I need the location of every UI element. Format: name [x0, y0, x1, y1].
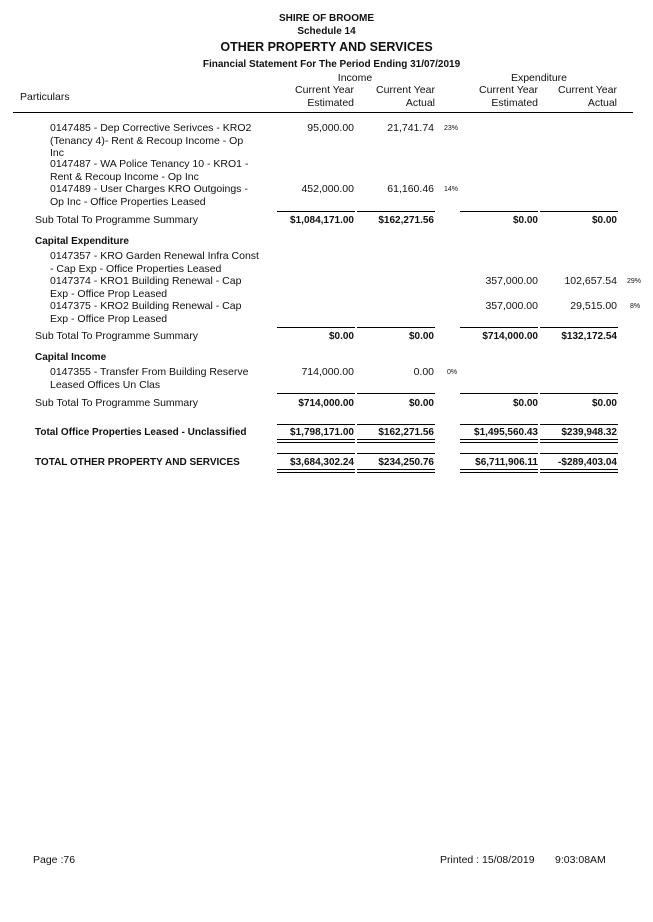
expenditure-estimated-value: 357,000.00	[485, 300, 538, 312]
line-item-0147487: 0147487 - WA Police Tenancy 10 - KRO1 - Rent & Recoup Income - Op Inc	[50, 158, 249, 183]
expenditure-percent: 29%	[627, 278, 642, 285]
subtotal-rule	[460, 327, 538, 328]
grand-total-label: TOTAL OTHER PROPERTY AND SERVICES	[35, 457, 240, 468]
line-item-0147357: 0147357 - KRO Garden Renewal Infra Const - Cap Exp - Office Properties Leased	[50, 250, 259, 275]
expenditure-actual-value: 29,515.00	[570, 300, 617, 312]
total-rule	[357, 424, 435, 425]
printed-date: 15/08/2019	[482, 854, 535, 866]
subtotal-expenditure-estimated: $0.00	[512, 215, 538, 226]
subtotal-label: Sub Total To Programme Summary	[35, 330, 199, 342]
expenditure-actual-header: Current Year Actual	[558, 84, 617, 109]
subtotal-income-actual: $162,271.56	[378, 215, 434, 226]
subtotal-rule	[460, 211, 538, 212]
subtotal-expenditure-actual: $0.00	[591, 398, 617, 409]
income-actual-value: 0.00	[413, 366, 434, 378]
total-income-estimated: $1,798,171.00	[290, 427, 354, 438]
total-office-properties-label: Total Office Properties Leased - Unclassified	[35, 427, 247, 438]
organisation-name: SHIRE OF BROOME	[278, 13, 374, 24]
expenditure-estimated-value: 357,000.00	[485, 275, 538, 287]
subtotal-rule	[277, 393, 355, 394]
income-estimated-header: Current Year Estimated	[295, 84, 354, 109]
total-income-actual: $162,271.56	[378, 427, 434, 438]
subtotal-income-estimated: $1,084,171.00	[290, 215, 354, 226]
subtotal-rule	[540, 327, 618, 328]
total-expenditure-estimated: $1,495,560.43	[474, 427, 538, 438]
line-item-0147355: 0147355 - Transfer From Building Reserve Leased Offices Un Clas	[50, 366, 249, 391]
subtotal-expenditure-estimated: $714,000.00	[482, 331, 538, 342]
page-number: Page :76	[33, 854, 76, 866]
income-percent: 0%	[447, 369, 458, 376]
report-subtitle: Financial Statement For The Period Ending 31/07/2019	[202, 59, 461, 70]
grand-total-income-actual: $234,250.76	[378, 457, 434, 468]
grand-total-expenditure-estimated: $6,711,906.11	[475, 457, 538, 468]
income-actual-header: Current Year Actual	[376, 84, 435, 109]
expenditure-group-header: Expenditure	[510, 72, 568, 84]
section-heading-capital-income: Capital Income	[35, 352, 107, 363]
total-rule	[277, 424, 355, 425]
section-heading-capital-expenditure: Capital Expenditure	[35, 236, 129, 247]
expenditure-estimated-header: Current Year Estimated	[479, 84, 538, 109]
total-double-rule	[460, 439, 538, 443]
total-double-rule	[277, 439, 355, 443]
grand-total-rule	[277, 453, 355, 454]
income-actual-value: 21,741.74	[387, 122, 434, 134]
subtotal-rule	[277, 327, 355, 328]
grand-total-rule	[540, 453, 618, 454]
subtotal-rule	[357, 327, 435, 328]
grand-total-rule	[460, 453, 538, 454]
line-item-0147375: 0147375 - KRO2 Building Renewal - Cap Exp - Office Prop Leased	[50, 300, 242, 325]
printed-label: Printed :	[440, 854, 480, 866]
grand-total-double-rule	[357, 469, 435, 473]
income-estimated-value: 95,000.00	[307, 122, 354, 134]
total-rule	[460, 424, 538, 425]
subtotal-rule	[357, 211, 435, 212]
subtotal-expenditure-actual: $132,172.54	[561, 331, 617, 342]
grand-total-income-estimated: $3,684,302.24	[290, 457, 354, 468]
subtotal-income-estimated: $0.00	[328, 331, 354, 342]
income-percent: 14%	[444, 186, 459, 193]
subtotal-label: Sub Total To Programme Summary	[35, 397, 199, 409]
total-rule	[540, 424, 618, 425]
schedule-label: Schedule 14	[297, 26, 356, 37]
grand-total-rule	[357, 453, 435, 454]
grand-total-double-rule	[277, 469, 355, 473]
income-estimated-value: 714,000.00	[301, 366, 354, 378]
income-percent: 23%	[444, 125, 459, 132]
subtotal-rule	[277, 211, 355, 212]
income-group-header: Income	[337, 72, 373, 84]
subtotal-expenditure-estimated: $0.00	[512, 398, 538, 409]
subtotal-rule	[460, 393, 538, 394]
expenditure-actual-value: 102,657.54	[564, 275, 617, 287]
header-rule	[13, 112, 633, 113]
subtotal-income-estimated: $714,000.00	[298, 398, 354, 409]
grand-total-double-rule	[540, 469, 618, 473]
printed-time: 9:03:08AM	[555, 854, 606, 866]
subtotal-label: Sub Total To Programme Summary	[35, 214, 199, 226]
report-title: OTHER PROPERTY AND SERVICES	[220, 40, 433, 54]
subtotal-rule	[540, 211, 618, 212]
total-expenditure-actual: $239,948.32	[561, 427, 617, 438]
subtotal-rule	[540, 393, 618, 394]
subtotal-income-actual: $0.00	[408, 398, 434, 409]
income-actual-value: 61,160.46	[387, 183, 434, 195]
line-item-0147374: 0147374 - KRO1 Building Renewal - Cap Exp - Office Prop Leased	[50, 275, 242, 300]
total-double-rule	[540, 439, 618, 443]
income-estimated-value: 452,000.00	[301, 183, 354, 195]
line-item-0147489: 0147489 - User Charges KRO Outgoings - Op Inc - Office Properties Leased	[50, 183, 248, 208]
total-double-rule	[357, 439, 435, 443]
subtotal-rule	[357, 393, 435, 394]
subtotal-income-actual: $0.00	[408, 331, 434, 342]
subtotal-expenditure-actual: $0.00	[591, 215, 617, 226]
line-item-0147485: 0147485 - Dep Corrective Serivces - KRO2 (Tenancy 4)- Rent & Recoup Income - Op Inc	[50, 122, 252, 159]
particulars-header: Particulars	[20, 91, 70, 103]
grand-total-double-rule	[460, 469, 538, 473]
expenditure-percent: 8%	[630, 303, 641, 310]
grand-total-expenditure-actual: -$289,403.04	[558, 457, 617, 468]
